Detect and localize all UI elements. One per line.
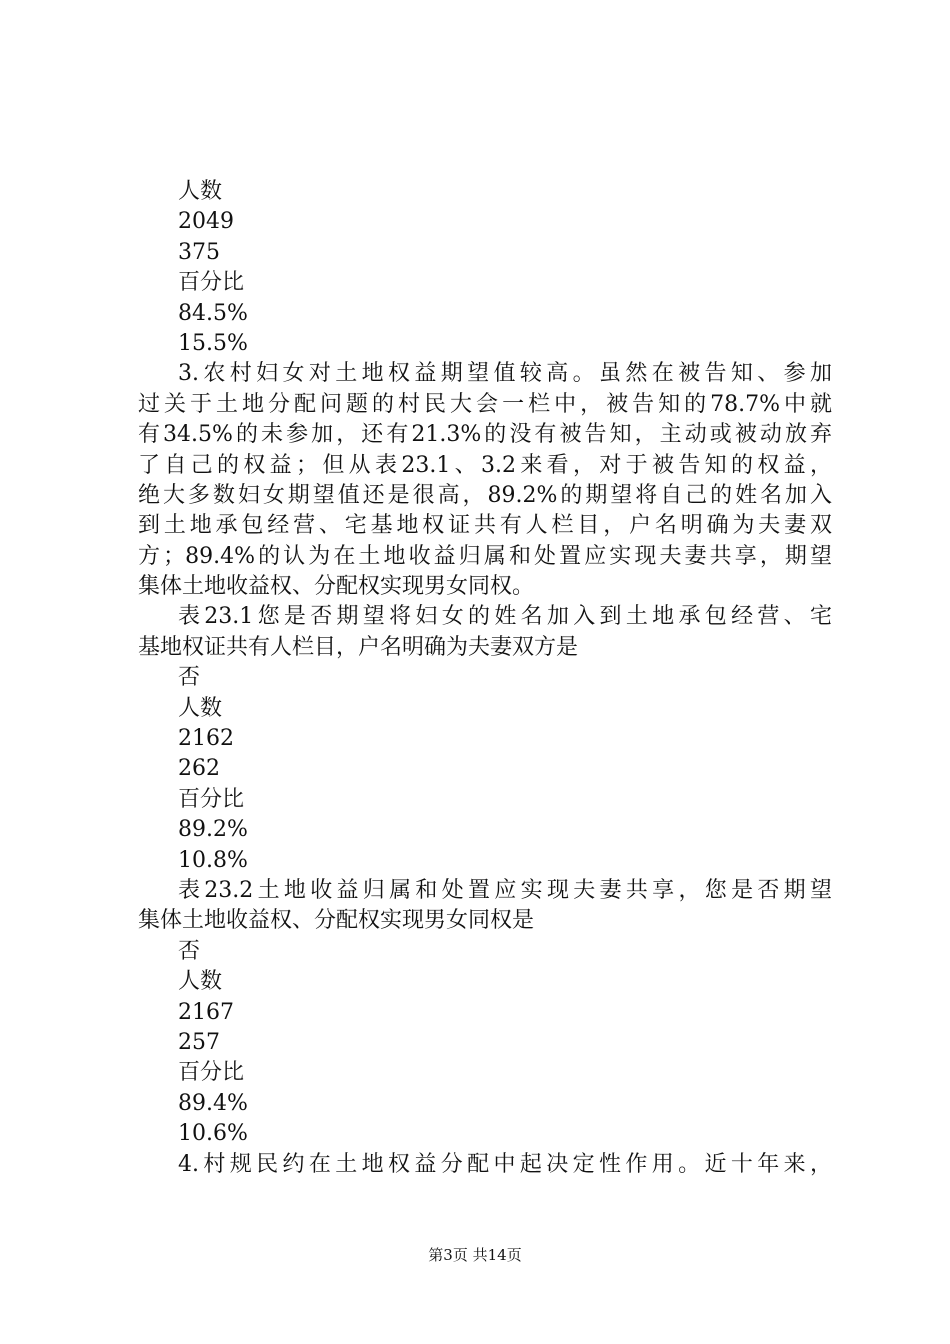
paragraph-line: 集体土地收益权、分配权实现男女同权。 (138, 574, 535, 600)
table-caption-line: 表23.2土地收益归属和处置应实现夫妻共享，您是否期望 (178, 877, 832, 903)
text-line: 375 (178, 239, 220, 265)
table-cell: 10.8% (178, 847, 248, 873)
page-footer: 第3页 共14页 (428, 1246, 522, 1264)
paragraph-line: 有34.5%的未参加，还有21.3%的没有被告知，主动或被动放弃 (138, 422, 832, 448)
paragraph-line: 了自己的权益；但从表23.1、3.2来看，对于被告知的权益， (138, 452, 832, 478)
paragraph-line: 4.村规民约在土地权益分配中起决定性作用。近十年来， (178, 1151, 832, 1177)
paragraph-line: 过关于土地分配问题的村民大会一栏中，被告知的78.7%中就 (138, 391, 832, 417)
table-cell: 百分比 (178, 786, 245, 812)
table-cell: 2167 (178, 999, 234, 1025)
table-caption-line: 基地权证共有人栏目，户名明确为夫妻双方是 (138, 634, 579, 660)
paragraph-line: 绝大多数妇女期望值还是很高，89.2%的期望将自己的姓名加入 (138, 482, 832, 508)
table-cell: 10.6% (178, 1121, 248, 1147)
table-cell: 2162 (178, 726, 234, 752)
text-line: 人数 (178, 179, 223, 204)
text-line: 84.5% (178, 300, 248, 326)
table-cell: 人数 (178, 969, 223, 995)
paragraph-line: 方；89.4%的认为在土地收益归属和处置应实现夫妻共享，期望 (138, 543, 832, 569)
paragraph-line: 3.农村妇女对土地权益期望值较高。虽然在被告知、参加 (178, 361, 832, 387)
table-cell: 百分比 (178, 1060, 245, 1086)
text-line: 百分比 (178, 270, 245, 296)
text-line: 2049 (178, 209, 234, 235)
table-cell: 否 (178, 938, 201, 964)
table-caption-line: 集体土地收益权、分配权实现男女同权是 (138, 908, 535, 934)
table-cell: 89.4% (178, 1090, 248, 1116)
table-cell: 257 (178, 1029, 220, 1055)
paragraph-line: 到土地承包经营、宅基地权证共有人栏目，户名明确为夫妻双 (138, 513, 832, 539)
table-cell: 否 (178, 665, 201, 691)
text-line: 15.5% (178, 330, 248, 356)
document-body (0, 177, 950, 1180)
table-cell: 89.2% (178, 817, 248, 843)
table-cell: 262 (178, 756, 220, 782)
table-caption-line: 表23.1您是否期望将妇女的姓名加入到土地承包经营、宅 (178, 604, 832, 630)
table-cell: 人数 (178, 695, 223, 721)
